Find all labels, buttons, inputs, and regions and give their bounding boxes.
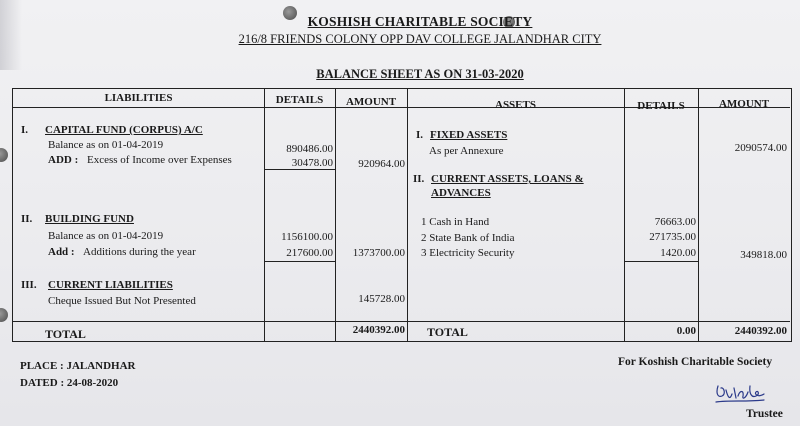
- capital-amount: 920964.00: [358, 158, 405, 170]
- trustee-signature: [712, 378, 770, 406]
- col-header-assets: ASSETS: [495, 99, 536, 111]
- building-add-label: Add :: [48, 246, 75, 258]
- building-fund-title: BUILDING FUND: [45, 213, 134, 225]
- assets-total-label: TOTAL: [427, 325, 468, 339]
- building-add-text: Additions during the year: [83, 246, 196, 258]
- asset-item-detail: 76663.00: [654, 216, 696, 228]
- punch-hole: [0, 308, 8, 322]
- section-number: II.: [413, 173, 425, 185]
- organization-name: KOSHISH CHARITABLE SOCIETY: [307, 14, 533, 29]
- col-header-details-assets: DETAILS: [637, 100, 685, 112]
- section-number: I.: [21, 124, 29, 136]
- detail-rule: [264, 169, 335, 170]
- detail-rule: [624, 261, 698, 262]
- building-amount: 1373700.00: [352, 247, 405, 259]
- col-header-amount: AMOUNT: [345, 96, 397, 108]
- col-header-amount-assets: AMOUNT: [718, 98, 770, 110]
- place-line: PLACE : JALANDHAR: [20, 360, 136, 372]
- capital-add-label: ADD :: [48, 154, 79, 166]
- building-balance-detail: 1156100.00: [281, 231, 333, 243]
- current-assets-amount: 349818.00: [740, 249, 787, 261]
- current-assets-title-2: ADVANCES: [431, 187, 491, 199]
- balance-sheet-title: BALANCE SHEET AS ON 31-03-2020: [316, 67, 524, 81]
- current-liabilities-title: CURRENT LIABILITIES: [48, 279, 173, 291]
- dated-line: DATED : 24-08-2020: [20, 377, 119, 389]
- building-add-detail: 217600.00: [286, 247, 333, 259]
- capital-balance-detail: 890486.00: [286, 143, 333, 155]
- capital-fund-title: CAPITAL FUND (CORPUS) A/C: [45, 124, 203, 136]
- column-divider: [407, 89, 408, 341]
- trustee-label: Trustee: [746, 408, 783, 420]
- asset-item-label: 2 State Bank of India: [421, 232, 515, 244]
- section-number: II.: [21, 213, 33, 225]
- fixed-assets-title: FIXED ASSETS: [430, 129, 508, 141]
- capital-balance-label: Balance as on 01-04-2019: [48, 139, 164, 151]
- for-organization-line: For Koshish Charitable Society: [618, 356, 773, 368]
- capital-add-detail: 30478.00: [291, 157, 333, 169]
- column-divider: [264, 89, 265, 341]
- col-header-details: DETAILS: [275, 94, 324, 106]
- asset-item-label: 1 Cash in Hand: [421, 216, 490, 228]
- asset-item-detail: 1420.00: [660, 247, 696, 259]
- section-number: III.: [21, 279, 37, 291]
- balance-sheet-table: [12, 88, 792, 342]
- assets-total-detail: 0.00: [676, 325, 696, 337]
- detail-rule: [264, 261, 335, 262]
- capital-add-text: Excess of Income over Expenses: [87, 154, 232, 166]
- asset-item-label: 3 Electricity Security: [421, 247, 515, 259]
- asset-item-detail: 271735.00: [649, 231, 696, 243]
- fixed-assets-annexure: As per Annexure: [429, 145, 504, 157]
- page-shadow: [0, 0, 22, 70]
- assets-total-amount: 2440392.00: [734, 325, 787, 337]
- col-header-liabilities: LIABILITIES: [104, 92, 173, 104]
- column-divider: [624, 89, 625, 341]
- current-assets-title: CURRENT ASSETS, LOANS &: [431, 173, 584, 185]
- liabilities-total-amount: 2440392.00: [352, 324, 405, 336]
- section-number: I.: [416, 129, 424, 141]
- liabilities-total-label: TOTAL: [45, 327, 86, 341]
- column-divider: [698, 89, 699, 341]
- cheque-issued-label: Cheque Issued But Not Presented: [48, 295, 196, 307]
- total-divider: [13, 321, 790, 322]
- building-balance-label: Balance as on 01-04-2019: [48, 230, 164, 242]
- current-liabilities-amount: 145728.00: [358, 293, 405, 305]
- organization-address: 216/8 FRIENDS COLONY OPP DAV COLLEGE JALANDHAR CITY: [238, 32, 602, 46]
- fixed-assets-amount: 2090574.00: [734, 142, 787, 154]
- punch-hole: [0, 148, 8, 162]
